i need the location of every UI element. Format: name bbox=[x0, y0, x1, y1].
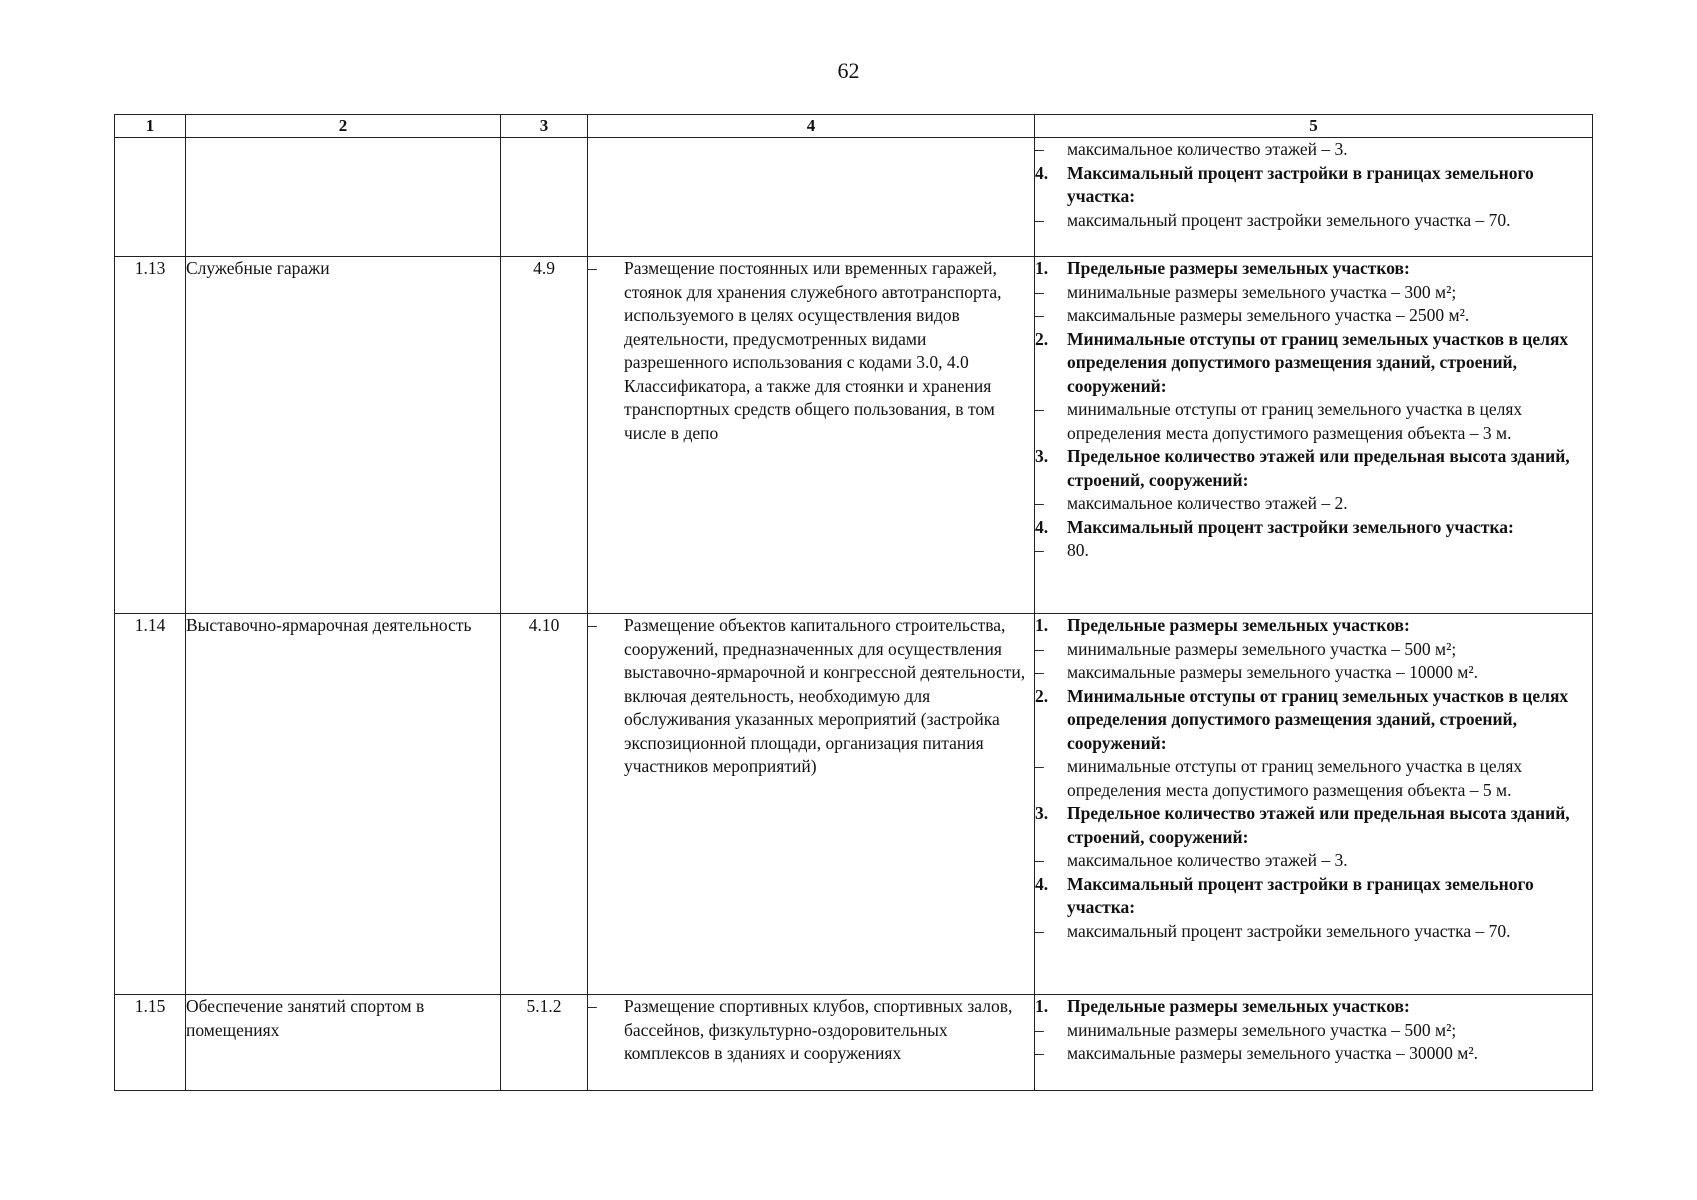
dash-marker: – bbox=[1035, 920, 1044, 941]
page-number: 62 bbox=[837, 58, 860, 83]
parameter-heading bbox=[1035, 257, 1592, 281]
dash-marker: – bbox=[1035, 662, 1044, 682]
dash-marker: – bbox=[1035, 493, 1044, 513]
header-col-2: 2 bbox=[186, 115, 501, 138]
list-number: 1. bbox=[1035, 996, 1049, 1016]
dash-marker: – bbox=[588, 996, 597, 1016]
regulations-table bbox=[114, 114, 1593, 1091]
table-row bbox=[115, 614, 1593, 995]
description-text: Размещение спортивных клубов, спортивных залов, бассейнов, физкультурно-оздоровительных комплексов в зданиях и сооружениях bbox=[624, 996, 1013, 1063]
list-number: 2. bbox=[1035, 685, 1049, 706]
list-number: 4. bbox=[1035, 516, 1049, 537]
dash-marker: – bbox=[588, 615, 597, 635]
parameter-item bbox=[1035, 661, 1592, 685]
row-number: 1.14 bbox=[115, 614, 186, 995]
dash-marker: – bbox=[1035, 209, 1044, 230]
parameter-text: Максимальный процент застройки земельного участка: bbox=[1067, 516, 1514, 537]
list-number: 1. bbox=[1035, 258, 1049, 278]
row-number: 1.13 bbox=[115, 257, 186, 614]
row-name: Выставочно-ярмарочная деятельность bbox=[186, 614, 501, 995]
parameter-text: Предельные размеры земельных участков: bbox=[1067, 258, 1410, 278]
dash-marker: – bbox=[1035, 399, 1044, 419]
row-code: 5.1.2 bbox=[501, 995, 588, 1091]
parameter-item bbox=[1035, 281, 1592, 305]
list-number: 2. bbox=[1035, 328, 1049, 349]
list-number: 1. bbox=[1035, 615, 1049, 635]
parameter-heading bbox=[1035, 162, 1592, 209]
dash-marker: – bbox=[1035, 281, 1044, 302]
parameter-text: Предельное количество этажей или предельная высота зданий, строений, сооружений: bbox=[1067, 446, 1570, 490]
parameter-item bbox=[1035, 304, 1592, 328]
row-description bbox=[588, 995, 1035, 1091]
list-number: 3. bbox=[1035, 446, 1049, 466]
parameter-item bbox=[1035, 1019, 1592, 1043]
parameter-item bbox=[1035, 920, 1592, 944]
parameter-text: максимальные размеры земельного участка – 10000 м². bbox=[1067, 662, 1478, 682]
dash-marker: – bbox=[1035, 305, 1044, 325]
parameter-text: Максимальный процент застройки в границах земельного участка: bbox=[1067, 873, 1534, 917]
row-name bbox=[186, 138, 501, 257]
table-row bbox=[115, 995, 1593, 1091]
row-code: 4.10 bbox=[501, 614, 588, 995]
parameter-text: минимальные отступы от границ земельного участка в целях определения места допустимого размещения объекта – 5 м. bbox=[1067, 756, 1523, 800]
parameter-item bbox=[1035, 398, 1592, 445]
parameter-heading bbox=[1035, 445, 1592, 492]
parameter-heading bbox=[1035, 614, 1592, 638]
dash-marker: – bbox=[1035, 850, 1044, 870]
header-col-3: 3 bbox=[501, 115, 588, 138]
parameter-item bbox=[1035, 1042, 1592, 1066]
parameter-heading bbox=[1035, 873, 1592, 920]
list-number: 4. bbox=[1035, 162, 1049, 183]
description-text: Размещение объектов капитального строительства, сооружений, предназначенных для осуществления выставочно-ярмарочной и конгрессной деятельности, включая деятельность, необходимую для обслуживания указанных мероприятий (застройка экспозиционной площади, организация питания участников мероприятий) bbox=[624, 615, 1026, 776]
parameter-text: максимальное количество этажей – 3. bbox=[1067, 850, 1348, 870]
parameter-text: максимальные размеры земельного участка – 30000 м². bbox=[1067, 1043, 1478, 1063]
parameter-text: минимальные отступы от границ земельного участка в целях определения места допустимого размещения объекта – 3 м. bbox=[1067, 399, 1523, 443]
table-row bbox=[115, 138, 1593, 257]
parameter-heading bbox=[1035, 995, 1592, 1019]
parameter-text: минимальные размеры земельного участка – 500 м²; bbox=[1067, 1019, 1457, 1040]
parameter-item bbox=[1035, 492, 1592, 516]
parameter-item bbox=[1035, 209, 1592, 233]
parameter-heading bbox=[1035, 328, 1592, 399]
parameter-text: Минимальные отступы от границ земельных участков в целях определения допустимого размещения зданий, строений, сооружений: bbox=[1067, 328, 1569, 396]
parameter-text: максимальные размеры земельного участка – 2500 м². bbox=[1067, 305, 1470, 325]
row-description bbox=[588, 257, 1035, 614]
parameter-text: максимальный процент застройки земельного участка – 70. bbox=[1067, 920, 1511, 941]
row-parameters bbox=[1035, 614, 1593, 995]
parameter-text: Максимальный процент застройки в границах земельного участка: bbox=[1067, 162, 1534, 206]
row-name: Обеспечение занятий спортом в помещениях bbox=[186, 995, 501, 1091]
parameter-text: Предельные размеры земельных участков: bbox=[1067, 996, 1410, 1016]
dash-marker: – bbox=[1035, 756, 1044, 776]
parameter-text: 80. bbox=[1067, 540, 1089, 560]
parameter-heading bbox=[1035, 802, 1592, 849]
parameter-text: максимальное количество этажей – 3. bbox=[1067, 139, 1348, 159]
parameter-item bbox=[1035, 849, 1592, 873]
parameter-item bbox=[1035, 755, 1592, 802]
row-description bbox=[588, 138, 1035, 257]
header-row bbox=[115, 115, 1593, 138]
dash-marker: – bbox=[1035, 540, 1044, 560]
row-number bbox=[115, 138, 186, 257]
parameter-text: максимальное количество этажей – 2. bbox=[1067, 493, 1348, 513]
row-number: 1.15 bbox=[115, 995, 186, 1091]
row-parameters bbox=[1035, 995, 1593, 1091]
dash-marker: – bbox=[588, 258, 597, 278]
dash-marker: – bbox=[1035, 638, 1044, 659]
dash-marker: – bbox=[1035, 1019, 1044, 1040]
row-code: 4.9 bbox=[501, 257, 588, 614]
table-row bbox=[115, 257, 1593, 614]
row-parameters bbox=[1035, 138, 1593, 257]
parameter-text: Предельное количество этажей или предельная высота зданий, строений, сооружений: bbox=[1067, 803, 1570, 847]
parameter-heading bbox=[1035, 516, 1592, 540]
parameter-item bbox=[1035, 138, 1592, 162]
description-item bbox=[588, 257, 1034, 445]
row-parameters bbox=[1035, 257, 1593, 614]
parameter-item bbox=[1035, 638, 1592, 662]
dash-marker: – bbox=[1035, 1043, 1044, 1063]
parameter-text: минимальные размеры земельного участка – 500 м²; bbox=[1067, 638, 1457, 659]
description-item bbox=[588, 995, 1034, 1066]
parameter-text: Предельные размеры земельных участков: bbox=[1067, 615, 1410, 635]
row-code bbox=[501, 138, 588, 257]
list-number: 4. bbox=[1035, 873, 1049, 894]
parameter-heading bbox=[1035, 685, 1592, 756]
row-name: Служебные гаражи bbox=[186, 257, 501, 614]
parameter-item bbox=[1035, 539, 1592, 563]
parameter-text: минимальные размеры земельного участка – 300 м²; bbox=[1067, 281, 1457, 302]
list-number: 3. bbox=[1035, 803, 1049, 823]
description-item bbox=[588, 614, 1034, 779]
dash-marker: – bbox=[1035, 139, 1044, 159]
header-col-1: 1 bbox=[115, 115, 186, 138]
parameter-text: Минимальные отступы от границ земельных участков в целях определения допустимого размещения зданий, строений, сооружений: bbox=[1067, 685, 1569, 753]
parameter-text: максимальный процент застройки земельного участка – 70. bbox=[1067, 209, 1511, 230]
header-col-4: 4 bbox=[588, 115, 1035, 138]
row-description bbox=[588, 614, 1035, 995]
header-col-5: 5 bbox=[1035, 115, 1593, 138]
description-text: Размещение постоянных или временных гаражей, стоянок для хранения служебного автотранспорта, используемого в целях осуществления видов деятельности, предусмотренных видами разрешенного использования с кодами 3.0, 4.0 Классификатора, а также для стоянки и хранения транспортных средств общего пользования, в том числе в депо bbox=[624, 258, 1002, 443]
